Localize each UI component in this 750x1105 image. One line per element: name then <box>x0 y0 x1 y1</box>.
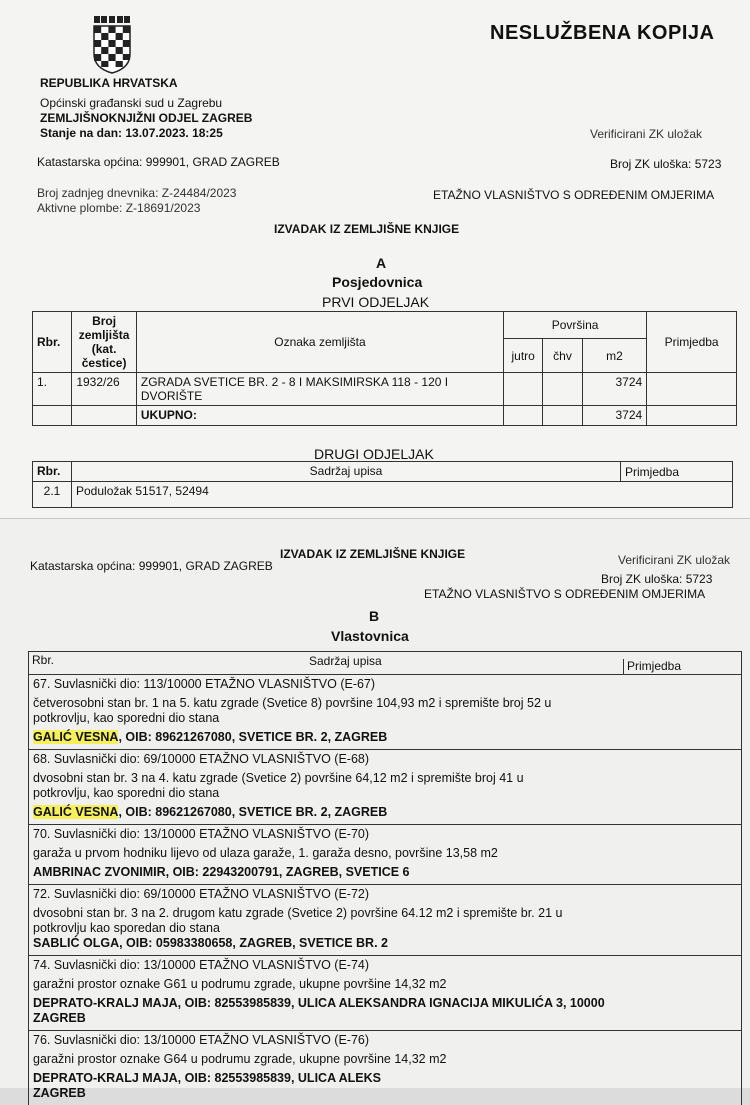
total-label: UKUPNO: <box>136 406 503 426</box>
unofficial-copy-watermark: NESLUŽBENA KOPIJA <box>490 22 715 44</box>
row-rbr-2: 2.1 <box>33 482 72 508</box>
description-line: garažni prostor oznake G61 u podrumu zgrade, ukupne površine 14,32 m2 <box>33 977 447 991</box>
ownership-header <box>28 651 742 674</box>
share-line: 70. Suvlasnički dio: 13/10000 ETAŽNO VLASNIŠTVO (E-70) <box>33 827 370 841</box>
extract-title: IZVADAK IZ ZEMLJIŠNE KNJIGE <box>274 222 460 236</box>
ownership-entry <box>28 750 742 825</box>
section-a-letter: A <box>376 255 387 271</box>
col-rbr-2: Rbr. <box>33 462 72 482</box>
total-row <box>33 406 737 426</box>
table-row <box>33 373 737 406</box>
description-line: četverosobni stan br. 1 na 5. katu zgrade (Svetice 8) površine 104,93 m2 i spremište broj 52 u <box>33 696 552 710</box>
description-line: potkrovlju, kao sporedni dio stana <box>33 786 220 800</box>
owner-line: DEPRATO-KRALJ MAJA, OIB: 82553985839, ULICA ALEKS <box>33 1071 382 1085</box>
active-seals: Aktivne plombe: Z-18691/2023 <box>37 201 201 215</box>
section-a-title: Posjedovnica <box>332 274 423 290</box>
owner-line: DEPRATO-KRALJ MAJA, OIB: 82553985839, ULICA ALEKSANDRA IGNACIJA MIKULIĆA 3, 10000 <box>33 996 605 1010</box>
zk-number: Broj ZK uloška: 5723 <box>610 157 722 171</box>
part1-title: PRVI ODJELJAK <box>322 294 430 310</box>
ownership-table <box>28 651 742 1105</box>
col-povrsina: Površina <box>504 312 647 339</box>
row-m2: 3724 <box>582 373 647 406</box>
last-journal: Broj zadnjeg dnevnika: Z-24484/2023 <box>37 186 237 200</box>
state-date: Stanje na dan: 13.07.2023. 18:25 <box>40 126 223 140</box>
owner-line: GALIĆ VESNA, OIB: 89621267080, SVETICE BR. 2, ZAGREB <box>33 805 388 819</box>
col-rbr-b: Rbr. <box>32 653 55 667</box>
col-primjedba-2: Primjedba <box>621 462 733 482</box>
description-line: potkrovlju, kao sporedni dio stana <box>33 711 220 725</box>
table-row <box>33 482 733 508</box>
total-m2: 3724 <box>582 406 647 426</box>
col-sadrzaj-b: Sadržaj upisa <box>309 654 382 668</box>
col-broj: Broj zemljišta (kat. čestice) <box>72 312 137 373</box>
col-jutro: jutro <box>504 339 543 373</box>
owner-line: ZAGREB <box>33 1011 86 1025</box>
owner-line: AMBRINAC ZVONIMIR, OIB: 22943200791, ZAGREB, SVETICE 6 <box>33 865 410 879</box>
share-line: 67. Suvlasnički dio: 113/10000 ETAŽNO VLASNIŠTVO (E-67) <box>33 677 376 691</box>
col-chv: čhv <box>543 339 582 373</box>
row-oznaka: ZGRADA SVETICE BR. 2 - 8 I MAKSIMIRSKA 118 - 120 I DVORIŠTE <box>136 373 503 406</box>
ownership-type: ETAŽNO VLASNIŠTVO S ODREĐENIM OMJERIMA <box>433 188 715 202</box>
ownership-entry <box>28 885 742 956</box>
country-name: REPUBLIKA HRVATSKA <box>40 76 178 90</box>
description-line: potkrovlju kao sporedan dio stana <box>33 921 220 935</box>
owner-line: GALIĆ VESNA, OIB: 89621267080, SVETICE BR. 2, ZAGREB <box>33 730 388 744</box>
sublot-table <box>32 461 733 508</box>
owner-name-highlighted: GALIĆ VESNA <box>33 730 119 744</box>
col-oznaka: Oznaka zemljišta <box>136 312 503 373</box>
zk-number-2: Broj ZK uloška: 5723 <box>601 572 713 586</box>
verified-label: Verificirani ZK uložak <box>590 127 703 141</box>
ownership-entry <box>28 1031 742 1105</box>
extract-title-2: IZVADAK IZ ZEMLJIŠNE KNJIGE <box>280 547 466 561</box>
page-1 <box>0 0 750 520</box>
cadastral-municipality: Katastarska općina: 999901, GRAD ZAGREB <box>37 155 280 169</box>
ownership-entry <box>28 674 742 750</box>
description-line: dvosobni stan br. 3 na 4. katu zgrade (Svetice 2) površine 64,12 m2 i spremište broj 41 u <box>33 771 524 785</box>
col-sadrzaj-2: Sadržaj upisa <box>72 462 621 482</box>
description-line: garažni prostor oznake G64 u podrumu zgrade, ukupne površine 14,32 m2 <box>33 1052 447 1066</box>
owner-line: ZAGREB <box>33 1086 86 1100</box>
col-m2: m2 <box>582 339 647 373</box>
department-name: ZEMLJIŠNOKNJIŽNI ODJEL ZAGREB <box>40 111 253 125</box>
description-line: garaža u prvom hodniku lijevo od ulaza garaže, 1. garaža desno, površine 13,58 m2 <box>33 846 498 860</box>
row-broj: 1932/26 <box>72 373 137 406</box>
owner-name-highlighted: GALIĆ VESNA <box>33 805 119 819</box>
share-line: 68. Suvlasnički dio: 69/10000 ETAŽNO VLASNIŠTVO (E-68) <box>33 752 370 766</box>
verified-label-2: Verificirani ZK uložak <box>618 553 731 567</box>
share-line: 76. Suvlasnički dio: 13/10000 ETAŽNO VLASNIŠTVO (E-76) <box>33 1033 370 1047</box>
row-rbr: 1. <box>33 373 72 406</box>
col-rbr: Rbr. <box>33 312 72 373</box>
section-b-letter: B <box>369 608 380 624</box>
cadastral-municipality-2: Katastarska općina: 999901, GRAD ZAGREB <box>30 559 273 573</box>
ownership-entry <box>28 956 742 1031</box>
ownership-type-2: ETAŽNO VLASNIŠTVO S ODREĐENIM OMJERIMA <box>424 587 706 601</box>
share-line: 74. Suvlasnički dio: 13/10000 ETAŽNO VLASNIŠTVO (E-74) <box>33 958 370 972</box>
croatian-coat-of-arms-icon <box>92 16 132 74</box>
land-table <box>32 311 737 426</box>
ownership-entry <box>28 825 742 885</box>
court-name: Općinski građanski sud u Zagrebu <box>40 96 223 110</box>
col-primjedba: Primjedba <box>647 312 737 373</box>
row-sadrzaj-2: Poduložak 51517, 52494 <box>72 482 733 508</box>
share-line: 72. Suvlasnički dio: 69/10000 ETAŽNO VLASNIŠTVO (E-72) <box>33 887 370 901</box>
description-line: dvosobni stan br. 3 na 2. drugom katu zgrade (Svetice 2) površine 64.12 m2 i spremište br. 21 u <box>33 906 563 920</box>
owner-line: SABLIĆ OLGA, OIB: 05983380658, ZAGREB, SVETICE BR. 2 <box>33 936 388 950</box>
col-primjedba-b: Primjedba <box>627 659 682 673</box>
section-b-title: Vlastovnica <box>331 628 409 644</box>
part2-title: DRUGI ODJELJAK <box>314 446 434 462</box>
